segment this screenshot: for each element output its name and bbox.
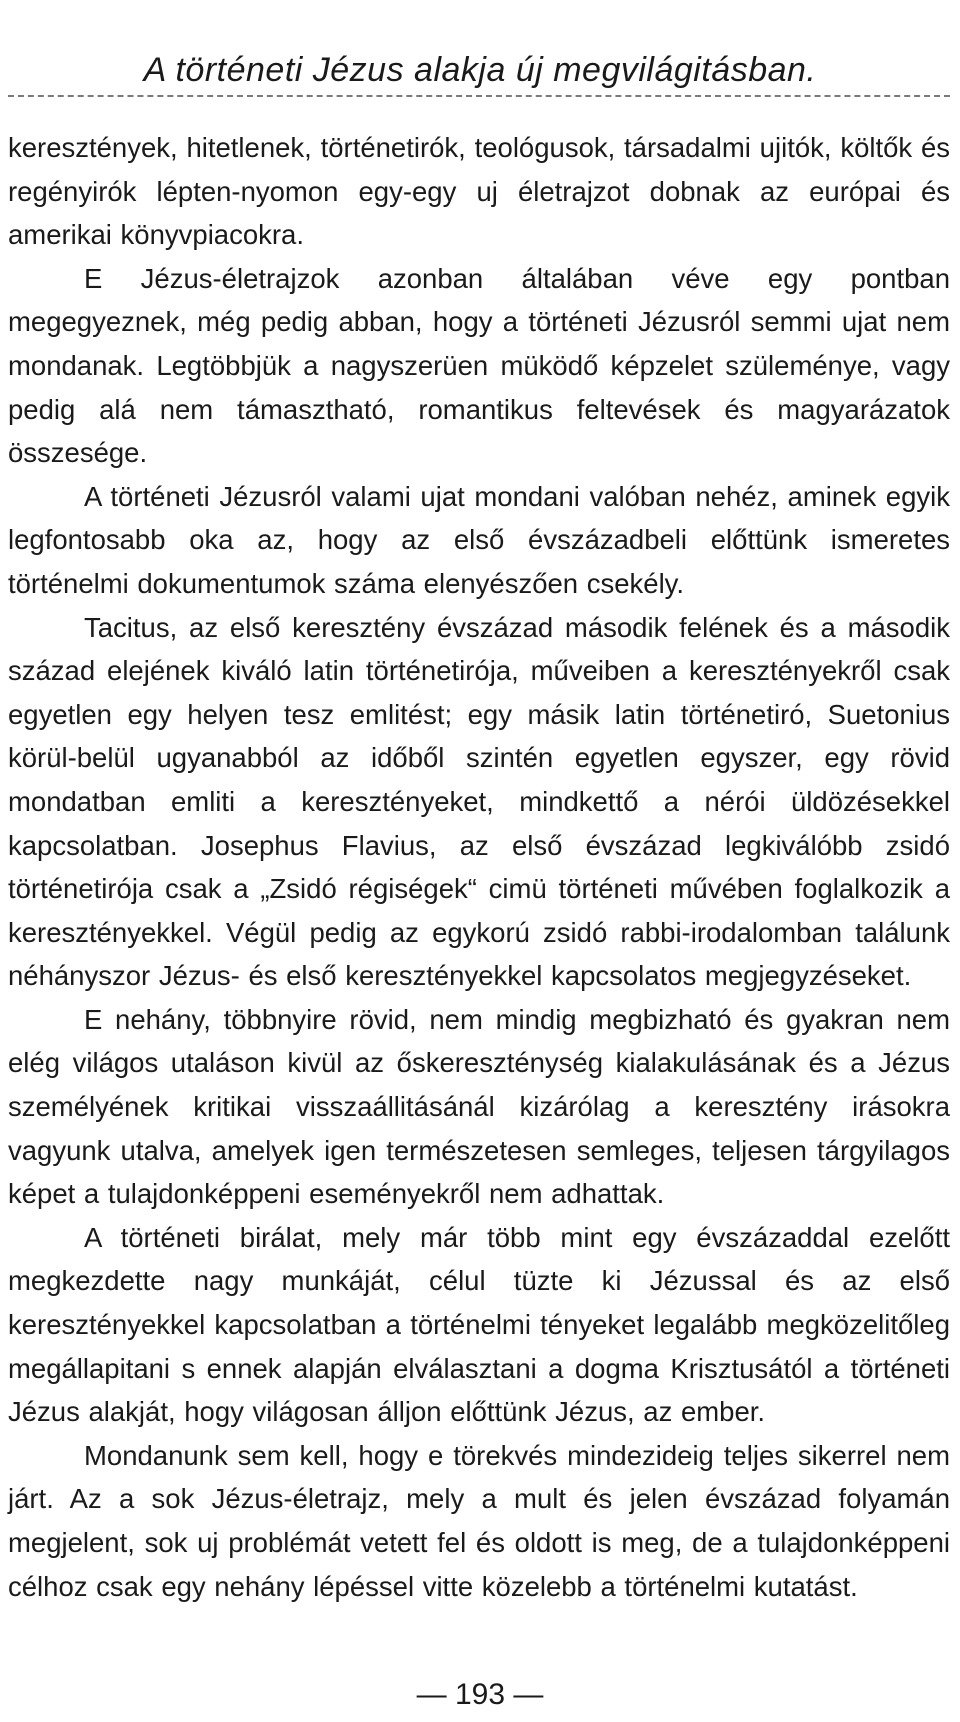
paragraph: A történeti Jézusról valami ujat mondani valóban nehéz, aminek egyik legfontosabb oka az, hogy az első évszázadbeli előttünk ismeretes történelmi dokumentumok száma elenyészően csekély. bbox=[8, 480, 950, 599]
header-rule bbox=[8, 95, 950, 97]
paragraph: A történeti birálat, mely már több mint egy évszázaddal ezelőtt megkezdette nagy munkáját, célul tüzte ki Jézussal és az első keresztényekkel kapcsolatban a történelmi tényeket legalább megközelitőleg megállapitani s ennek alapján elválasztani a dogma Krisztusától a történeti Jézus alakját, hogy világosan álljon előttünk Jézus, az ember. bbox=[8, 1221, 950, 1428]
paragraph-continued: keresztények, hitetlenek, történetirók, teológusok, társadalmi ujitók, költők és regényirók lépten-nyomon egy-egy uj életrajzot dobnak az európai és amerikai könyvpiacokra. bbox=[8, 132, 950, 251]
page-number: — 193 — bbox=[416, 1678, 544, 1711]
paragraph: E Jézus-életrajzok azonban általában véve egy pontban megegyeznek, még pedig abban, hogy a történeti Jézusról semmi ujat nem mondanak. Legtöbbjük a nagyszerüen müködő képzelet szüleménye, vagy pedig alá nem támasztható, romantikus feltevések és magyarázatok összesége. bbox=[8, 262, 950, 469]
paragraph: Mondanunk sem kell, hogy e törekvés mindezideig teljes sikerrel nem járt. Az a sok Jézus-életrajz, mely a mult és jelen évszázad folyamán megjelent, sok uj problémát vetett fel és oldott is meg, de a tulajdonképpeni célhoz csak egy nehány lépéssel vitte közelebb a történelmi kutatást. bbox=[8, 1439, 950, 1602]
running-head: A történeti Jézus alakja új megvilágitásban. bbox=[143, 51, 817, 89]
paragraph: E nehány, többnyire rövid, nem mindig megbizható és gyakran nem elég világos utaláson kivül az őskereszténység kialakulásának és a Jézus személyének kritikai visszaállitásánál kizárólag a keresztény irásokra vagyunk utalva, amelyek igen természetesen semleges, teljesen tárgyilagos képet a tulajdonképpeni eseményekről nem adhattak. bbox=[8, 1003, 950, 1210]
paragraph: Tacitus, az első keresztény évszázad második felének és a második század elejének kiváló latin történetirója, műveiben a keresztényekről csak egyetlen egy helyen tesz emlitést; egy másik latin történetiró, Suetonius körül-belül ugyanabból az időből szintén egyetlen egyszer, egy rövid mondatban emliti a keresztényeket, mindkettő a nérói üldözésekkel kapcsolatban. Josephus Flavius, az első évszázad legkiválóbb zsidó történetirója csak a „Zsidó régiségek“ cimü történeti művében foglalkozik a keresztényekkel. Végül pedig az egykorú zsidó rabbi-irodalomban találunk néhányszor Jézus- és első keresztényekkel kapcsolatos megjegyzéseket. bbox=[8, 611, 950, 992]
body-text bbox=[8, 126, 950, 1608]
